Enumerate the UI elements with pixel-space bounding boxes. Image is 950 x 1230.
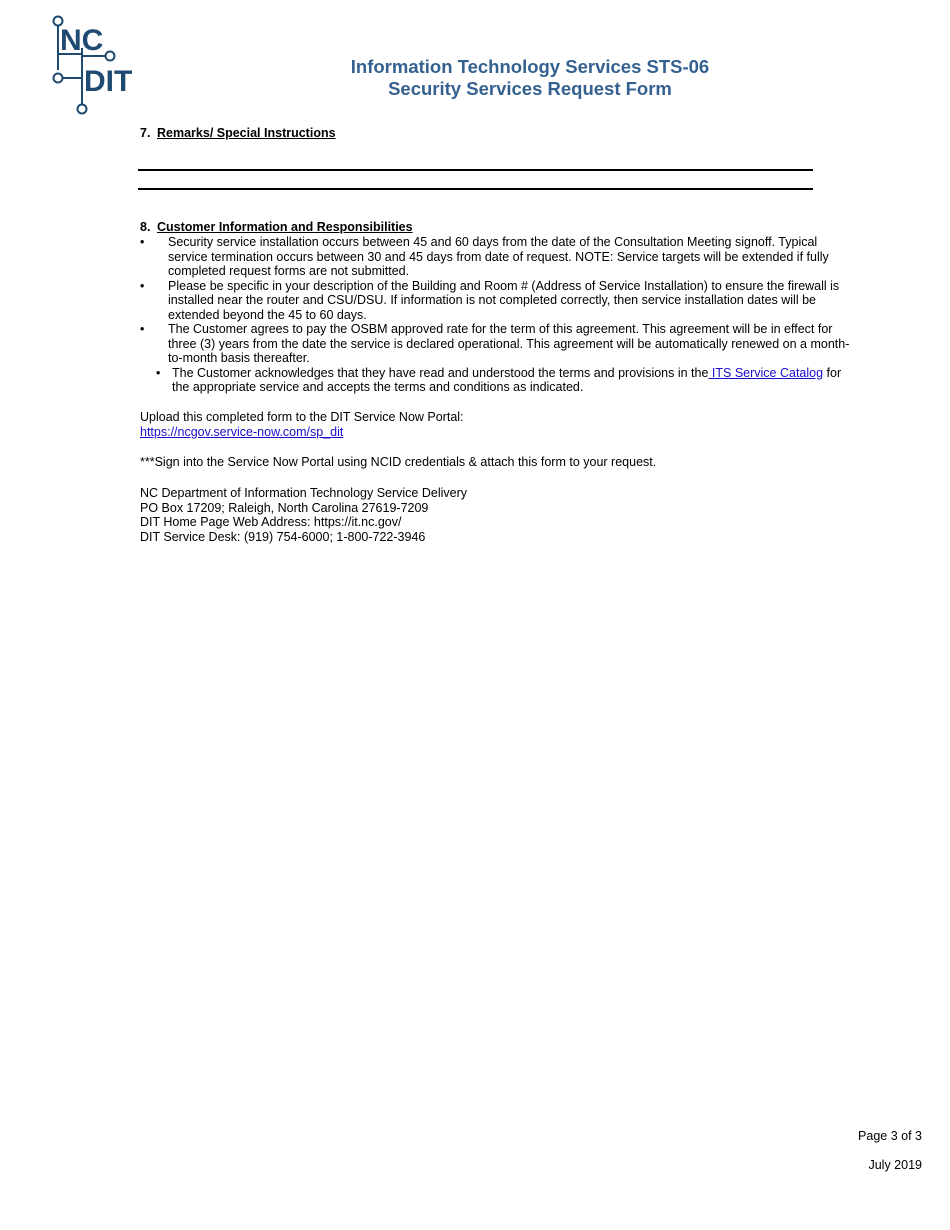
title-line-1: Information Technology Services STS-06: [350, 56, 710, 77]
bullet-text: Security service installation occurs between 45 and 60 days from the date of the Consultation Meeting signoff. Typical service termination occurs between 30 and 45 days from date of request. NOTE: Service targets will be extended if fully completed request forms are not submitted.: [168, 235, 829, 278]
logo-text-nc: NC: [60, 24, 104, 57]
catalog-text-before: The Customer acknowledges that they have read and understood the terms and provisions in the: [172, 365, 709, 380]
bullet-text: The Customer agrees to pay the OSBM approved rate for the term of this agreement. This agreement will be in effect for three (3) years from the date the service is declared operational. This agreement will be automatically renewed on a month-to-month basis thereafter.: [168, 322, 850, 365]
responsibilities-list: [140, 235, 852, 395]
bullet-marker: •: [140, 278, 145, 293]
ncdit-logo: [48, 12, 144, 120]
section-7-heading: [140, 126, 336, 141]
bullet-marker: •: [140, 235, 145, 249]
revision-date: July 2019: [868, 1158, 922, 1172]
title-line-2: Security Services Request Form: [388, 78, 672, 99]
section-7-number: 7.: [140, 126, 151, 140]
section-8-heading: [140, 220, 413, 235]
list-item: [140, 235, 852, 279]
bullet-text: Please be specific in your description of the Building and Room # (Address of Service Installation) to ensure the firewall is installed near the router and CSU/DSU. If information is not completed correctly, then service installation dates will be extended beyond the 45 to 60 days.: [168, 278, 840, 322]
form-title: [300, 56, 760, 100]
catalog-text-after: for the appropriate service and accepts the terms and conditions as indicated.: [172, 365, 842, 394]
list-item: [140, 279, 852, 323]
section-8-number: 8.: [140, 220, 151, 234]
upload-instruction: Upload this completed form to the DIT Service Now Portal:: [140, 410, 464, 424]
service-now-portal-link[interactable]: https://ncgov.service-now.com/sp_dit: [140, 424, 344, 439]
signin-note: ***Sign into the Service Now Portal using NCID credentials & attach this form to your request.: [140, 455, 657, 469]
logo-text-dit: DIT: [84, 65, 133, 98]
remarks-line-1[interactable]: [138, 169, 813, 171]
page-number: Page 3 of 3: [858, 1129, 922, 1143]
section-7-title: Remarks/ Special Instructions: [157, 126, 336, 140]
upload-block: [140, 410, 464, 439]
its-service-catalog-link[interactable]: ITS Service Catalog: [708, 365, 824, 380]
list-item: [140, 366, 852, 395]
contact-line-3: DIT Home Page Web Address: https://it.nc.gov/: [140, 515, 402, 529]
contact-block: [140, 486, 467, 544]
remarks-line-2[interactable]: [138, 188, 813, 190]
list-item: [140, 322, 852, 366]
bullet-marker: •: [140, 322, 145, 336]
contact-line-1: NC Department of Information Technology Service Delivery: [140, 486, 467, 500]
contact-line-2: PO Box 17209; Raleigh, North Carolina 27619-7209: [140, 500, 429, 515]
bullet-marker: •: [156, 365, 161, 380]
ncdit-logo-graphic: [48, 12, 144, 120]
contact-line-4: DIT Service Desk: (919) 754-6000; 1-800-722-3946: [140, 529, 426, 544]
section-8-title: Customer Information and Responsibilities: [157, 220, 413, 234]
